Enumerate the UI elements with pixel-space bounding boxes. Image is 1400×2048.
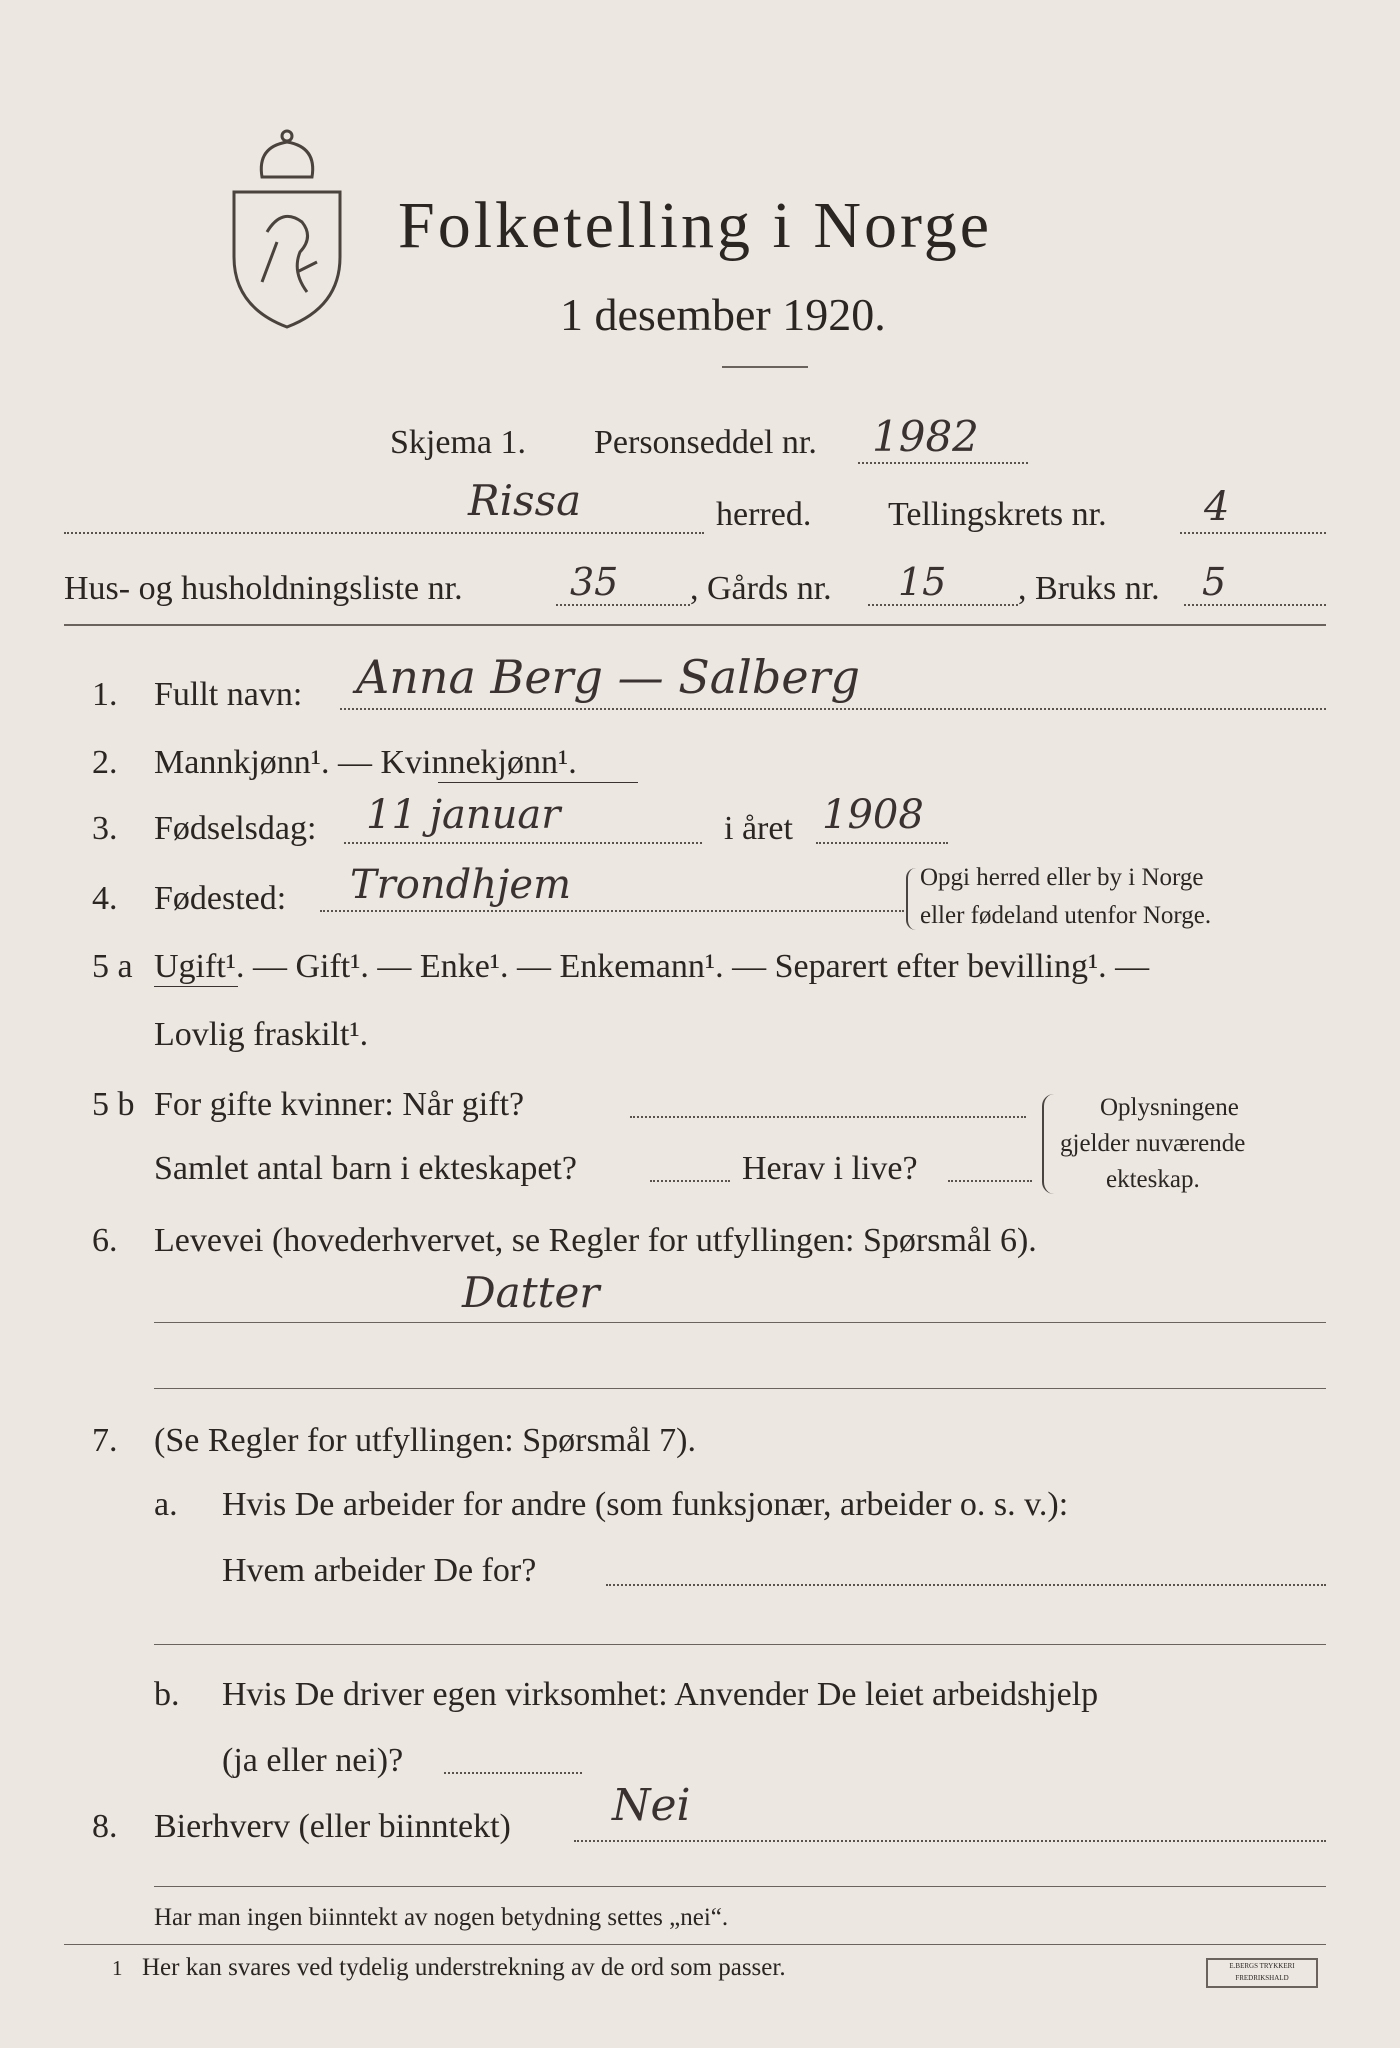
bruks-value[interactable]: 5 — [1202, 560, 1227, 604]
q5b-number: 5 b — [92, 1086, 135, 1123]
occupation-value[interactable]: Datter — [462, 1268, 600, 1317]
gender-options: Mannkjønn¹. — Kvinnekjønn¹. — [154, 744, 577, 781]
full-name-value[interactable]: Anna Berg — Salberg — [356, 650, 860, 704]
title-divider — [722, 366, 808, 368]
marriage-note-3: ekteskap. — [1106, 1166, 1200, 1193]
q8-number: 8. — [92, 1808, 118, 1845]
herred-label: herred. — [716, 496, 812, 533]
herred-value[interactable]: Rissa — [468, 476, 582, 525]
birth-year-value[interactable]: 1908 — [822, 792, 924, 838]
birth-year-label: i året — [724, 810, 793, 847]
gender-underline — [438, 782, 638, 783]
side-income-label: Bierhverv (eller biinntekt) — [154, 1808, 511, 1845]
q1-number: 1. — [92, 676, 118, 713]
birthdate-value[interactable]: 11 januar — [366, 792, 561, 838]
employer-label: Hvem arbeider De for? — [222, 1552, 537, 1589]
birthdate-label: Fødselsdag: — [154, 810, 317, 847]
children-alive-label: Herav i live? — [742, 1150, 918, 1187]
footnote-text: Her kan svares ved tydelig understrekning av de ord som passer. — [142, 1954, 786, 1981]
form-title: Folketelling i Norge — [398, 189, 993, 262]
q7a-label: Hvis De arbeider for andre (som funksjonær, arbeider o. s. v.): — [222, 1486, 1069, 1523]
bruks-label: , Bruks nr. — [1018, 570, 1160, 607]
marriage-note-1: Oplysningene — [1100, 1094, 1239, 1121]
hus-value[interactable]: 35 — [570, 560, 619, 604]
children-count-label: Samlet antal barn i ekteskapet? — [154, 1150, 577, 1187]
gards-label: , Gårds nr. — [690, 570, 832, 607]
personseddel-label: Personseddel nr. — [594, 424, 817, 461]
side-income-value[interactable]: Nei — [612, 1780, 691, 1831]
q4-number: 4. — [92, 880, 118, 917]
header-rule — [64, 624, 1326, 626]
q7-number: 7. — [92, 1422, 118, 1459]
birthplace-note-2: eller fødeland utenfor Norge. — [920, 902, 1212, 929]
krets-value[interactable]: 4 — [1204, 484, 1230, 530]
when-married-label: For gifte kvinner: Når gift? — [154, 1086, 525, 1123]
q7b-letter: b. — [154, 1676, 180, 1713]
occupation-label: Levevei (hovederhvervet, se Regler for utfyllingen: Spørsmål 6). — [154, 1222, 1037, 1259]
q6-number: 6. — [92, 1222, 118, 1259]
hus-label: Hus- og husholdningsliste nr. — [64, 570, 463, 607]
footer-note: Har man ingen biinntekt av nogen betydning settes „nei“. — [154, 1904, 729, 1931]
birthplace-note-1: Opgi herred eller by i Norge — [920, 864, 1204, 891]
birthplace-value[interactable]: Trondhjem — [350, 862, 572, 908]
q7a-letter: a. — [154, 1486, 178, 1523]
marital-status-underline — [154, 986, 238, 987]
q2-number: 2. — [92, 744, 118, 781]
personseddel-value[interactable]: 1982 — [872, 412, 979, 461]
marital-status-divorced: Lovlig fraskilt¹. — [154, 1016, 369, 1053]
gards-value[interactable]: 15 — [898, 560, 947, 604]
footnote-mark: 1 — [112, 1956, 123, 1980]
skjema-label: Skjema 1. — [390, 424, 526, 461]
marital-status-options: Ugift¹. — Gift¹. — Enke¹. — Enkemann¹. — Separert efter bevilling¹. — — [154, 948, 1150, 985]
q5a-number: 5 a — [92, 948, 133, 985]
q7-label: (Se Regler for utfyllingen: Spørsmål 7). — [154, 1422, 697, 1459]
krets-label: Tellingskrets nr. — [888, 496, 1107, 533]
q7b-label: Hvis De driver egen virksomhet: Anvender De leiet arbeidshjelp — [222, 1676, 1099, 1713]
coat-of-arms-icon — [222, 122, 352, 332]
q3-number: 3. — [92, 810, 118, 847]
marriage-note-2: gjelder nuværende — [1060, 1130, 1246, 1157]
birthplace-label: Fødested: — [154, 880, 287, 917]
printer-stamp: E.BERGS TRYKKERI FREDRIKSHALD — [1206, 1958, 1318, 1988]
full-name-label: Fullt navn: — [154, 676, 303, 713]
hired-help-label: (ja eller nei)? — [222, 1742, 404, 1779]
form-date: 1 desember 1920. — [560, 289, 886, 340]
